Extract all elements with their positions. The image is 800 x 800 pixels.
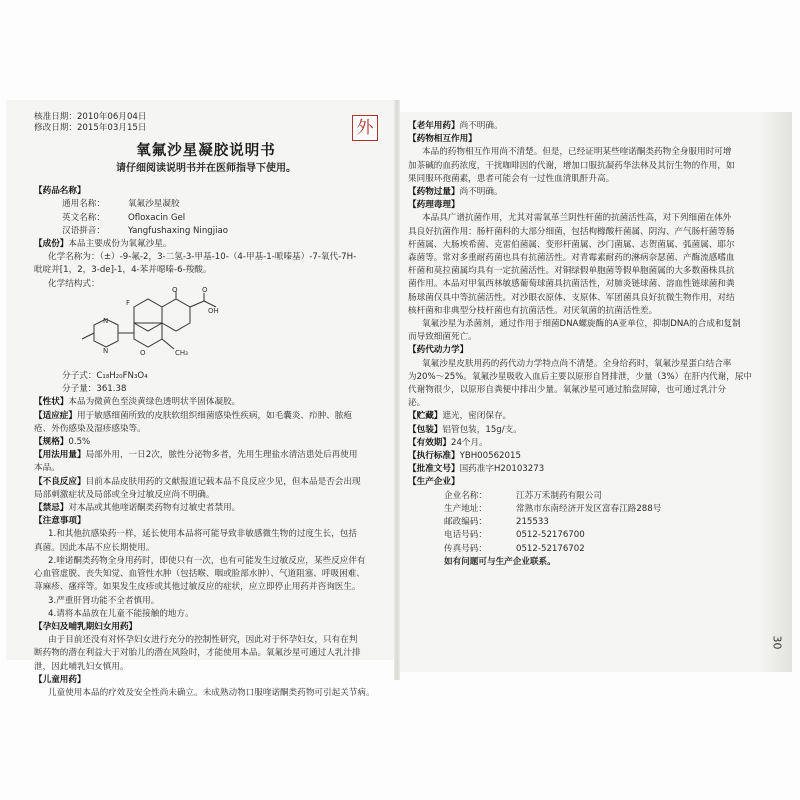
pregnancy-line3: 泄，因此哺乳妇女慎用。 [34,661,129,672]
right-column [408,120,760,569]
drug-name-tag: 【药品名称】 [34,186,86,197]
tox-line6: 菌作用。本品对甲氧西林敏感葡萄球菌具抗菌活性，对肺炎链球菌、溶血性链球菌和粪 [408,279,735,290]
elderly-tag: 【老年用药】 [408,121,460,131]
structure-label: 化学结构式： [48,278,100,289]
std-tag: 【执行标准】 [408,451,460,462]
storage-tag: 【贮藏】 [408,411,443,422]
page-number: 30 [770,635,784,650]
section-elderly [408,120,760,133]
adverse-line1: 目前本品皮肤用药的文献报道记载本品不良反应少见，但本品是否会出现 [85,476,361,487]
section-spec [34,436,378,449]
approval: 国药准字H20103273 [459,464,545,475]
page-edge-shadow [762,112,792,672]
postcode: 215533 [516,517,549,528]
chemical-name-line1: 化学名称为：（±）-9-氟-2，3-二氢-3-甲基-10-（4-甲基-1-哌嗪基）-7-氧代-7H- [48,252,357,263]
svg-text:O: O [172,285,178,294]
section-adverse [34,476,378,502]
generic-name-key: 通用名称： [62,199,105,210]
address: 常熟市东南经济开发区富春江路288号 [516,503,662,514]
pk-line2: 为20%～25%。氧氟沙星吸收入血后主要以原形自肾排泄，少量（3%）在肝内代谢，尿中 [408,371,753,382]
pregnancy-line2: 断药物的潜在利益大于对胎儿的潜在风险时，才能使用本品。氧氟沙星可通过人乳汁排 [34,648,361,659]
section-overdose [408,186,760,199]
section-composition [34,238,378,396]
precaution-1-line1: 1.和其他抗感染药一样，延长使用本品将可能导致非敏感微生物的过度生长，包括 [48,529,357,540]
usage-line2: 本品。 [34,463,60,474]
tox-line8: 核杆菌和非典型分枝杆菌也有抗菌活性。对厌氧菌的抗菌活性差。 [408,305,658,316]
std: YBH00562015 [459,451,521,462]
section-indication [34,410,378,436]
indication-line1: 用于敏感细菌所致的皮肤软组织细菌感染性疾病，如毛囊炎、疖肿、脓疱 [76,410,352,421]
address-key: 生产地址： [444,503,487,514]
character: 本品为微黄色至淡黄绿色透明状半固体凝胶。 [68,397,241,408]
svg-text:F: F [126,298,131,307]
interaction-line3: 果同服环孢菌素，患者可能会有一过性血清肌酐升高。 [408,173,615,184]
document-subtitle: 请仔细阅读说明书并在医师指导下使用。 [116,163,296,175]
tox-line5: 杆菌和莫拉菌属均具有一定抗菌活性。对铜绿假单胞菌等假单胞菌属的大多数菌株具抗 [408,266,735,277]
section-interaction [408,133,760,186]
company-key: 企业名称： [444,490,487,501]
pinyin: Yangfushaxing Ningjiao [128,225,229,236]
section-drug-name [34,185,378,238]
svg-text:N: N [103,316,109,325]
character-tag: 【性状】 [34,397,69,408]
chemical-structure-diagram [74,285,234,363]
pk-line1: 氧氟沙星皮肤用药的药代动力学特点尚不清楚。全身给药时，氧氟沙星蛋白结合率 [422,358,732,369]
english-name-key: 英文名称： [62,212,105,223]
pk-line3: 代谢物很少，以原形自粪便中排出少量。氧氟沙星可通过胎盘屏障，也可通过乳汁分 [408,385,726,396]
tox-line3: 杆菌属、大肠埃希菌、克雷伯菌属、变形杆菌属、沙门菌属、志贺菌属、弧菌属、耶尔 [408,239,735,250]
interaction-tag: 【药物相互作用】 [408,134,477,145]
fax: 0512-52176702 [516,543,585,554]
svg-text:CH₃: CH₃ [175,348,188,357]
composition-tag: 【成份】 [34,239,69,250]
english-name: Ofloxacin Gel [128,212,186,223]
left-column [34,112,378,700]
validity-tag: 【有效期】 [408,437,451,448]
manufacturer-tag: 【生产企业】 [408,477,460,488]
precaution-3: 3.严重肝肾功能不全者慎用。 [48,595,160,606]
approval-date: 核准日期：2010年06月04日 [34,112,147,122]
generic-name: 氧氟沙星凝胶 [128,199,180,210]
approval-tag: 【批准文号】 [408,464,460,475]
tox2-line1: 氧氟沙星为杀菌剂，通过作用于细菌DNA螺旋酶的A亚单位，抑制DNA的合成和复制 [422,319,741,330]
package-tag: 【包装】 [408,424,443,435]
contact-note: 如有问题可与生产企业联系。 [444,556,556,567]
company: 江苏万禾制药有限公司 [516,490,602,501]
spec: 0.5% [68,437,91,448]
phone-key: 电话号码： [444,530,487,541]
section-standard [408,450,760,463]
precaution-2-line3: 荨麻疹、瘙痒等。如果发生皮疹或其他过敏反应的症状，应立即停止用药并咨询医生。 [34,582,361,593]
toxicology-tag: 【药理毒理】 [408,200,460,211]
children-tag: 【儿童用药】 [34,674,86,685]
chemical-name-line2: 吡啶并[1，2，3-de]-1，4-苯并噁嗪-6-羧酸。 [34,265,212,276]
molecular-weight: 分子量：361.38 [62,384,127,395]
section-pregnancy [34,621,378,674]
package: 铝管包装，15g/支。 [442,424,522,435]
usage-line1: 局部外用，一日2次，脓性分泌物多者，先用生理盐水清洁患处后再使用 [85,450,358,461]
svg-text:OH: OH [208,306,219,315]
adverse-tag: 【不良反应】 [34,476,86,487]
tox-line2: 具良好抗菌作用：肠杆菌科的大部分细菌，包括枸橼酸杆菌属、阴沟、产气肠杆菌等肠 [408,226,735,237]
tox-line4: 森菌等。常对多重耐药菌也具有抗菌活性。对青霉素耐药的淋病奈瑟菌、产酶流感嗜血 [408,253,735,264]
section-contraindication [34,502,378,515]
svg-text:O: O [140,348,146,357]
postcode-key: 邮政编码： [444,517,487,528]
contra-tag: 【禁忌】 [34,503,69,514]
pk-line4: 泌。 [408,398,426,409]
validity: 24个月。 [450,437,488,448]
indication-line2: 疮、外伤感染及湿疹感染等。 [34,423,146,434]
section-validity [408,437,760,450]
external-use-mark: 外 [352,115,378,141]
section-pharmacokinetics [408,344,760,410]
phone: 0512-52176700 [516,530,585,541]
precaution-2-line2: 心血管虚脱、丧失知觉、血管性水肿（包括喉、咽或脸部水肿）、气道阻塞、呼吸困难、 [34,569,365,580]
pk-tag: 【药代动力学】 [408,345,469,356]
contra: 对本品或其他喹诺酮类药物有过敏史者禁用。 [68,503,241,514]
composition: 本品主要成份为氧氟沙星。 [68,239,172,250]
pregnancy-line1: 由于目前还没有对怀孕妇女进行充分的控制性研究，因此对于怀孕妇女，只有在判 [48,635,358,646]
svg-text:N: N [103,346,109,355]
elderly: 尚不明确。 [459,121,503,131]
section-package [408,424,760,437]
section-precautions [34,515,378,621]
document-title: 氧氟沙星凝胶说明书 [136,142,276,159]
children: 儿童使用本品的疗效及安全性尚未确立。未成熟动物口服喹诺酮类药物可引起关节病。 [48,687,375,698]
precaution-2-line1: 2.喹诺酮类药物全身用药时，即使只有一次，也有可能发生过敏反应，某些反应伴有 [48,555,366,566]
interaction-line1: 本品的药物相互作用尚不清楚。但是，已经证明某些喹诺酮类药物全身服用时可增 [422,147,732,158]
adverse-line2: 局部刺激症状及局部或全身过敏反应尚不明确。 [34,489,215,500]
usage-tag: 【用法用量】 [34,450,86,461]
molecular-formula: 分子式：C₁₈H₂₀FN₃O₄ [62,371,148,382]
section-approval [408,463,760,476]
svg-text:O: O [202,285,208,294]
section-character [34,396,378,409]
section-manufacturer [408,476,760,568]
precautions-tag: 【注意事项】 [34,516,86,527]
spec-tag: 【规格】 [34,437,69,448]
interaction-line2: 加茶碱的血药浓度，干扰咖啡因的代谢，增加口服抗凝药华法林及其衍生物的作用，如 [408,160,735,171]
precaution-1-line2: 真菌。因此本品不应长期使用。 [34,542,155,553]
precaution-4: 4.请将本品放在儿童不能接触的地方。 [48,608,194,619]
tox2-line2: 而导致细菌死亡。 [408,332,477,343]
overdose-tag: 【药物过量】 [408,187,460,198]
section-children [34,674,378,700]
overdose: 尚不明确。 [459,187,503,198]
pinyin-key: 汉语拼音： [62,225,105,236]
indication-tag: 【适应症】 [34,410,77,421]
tox-line1: 本品具广谱抗菌作用，尤其对需氧革兰阴性杆菌的抗菌活性高，对下列细菌在体外 [422,213,732,224]
section-toxicology [408,199,760,344]
fax-key: 传真号码： [444,543,487,554]
revision-date: 修改日期：2015年03月15日 [34,123,147,134]
section-storage [408,410,760,423]
storage: 遮光，密闭保存。 [442,411,512,422]
tox-line7: 肠球菌仅具中等抗菌活性。对沙眼衣原体、支原体、军团菌具良好抗微生物作用，对结 [408,292,735,303]
section-usage [34,449,378,475]
pregnancy-tag: 【孕妇及哺乳期妇女用药】 [34,621,138,632]
